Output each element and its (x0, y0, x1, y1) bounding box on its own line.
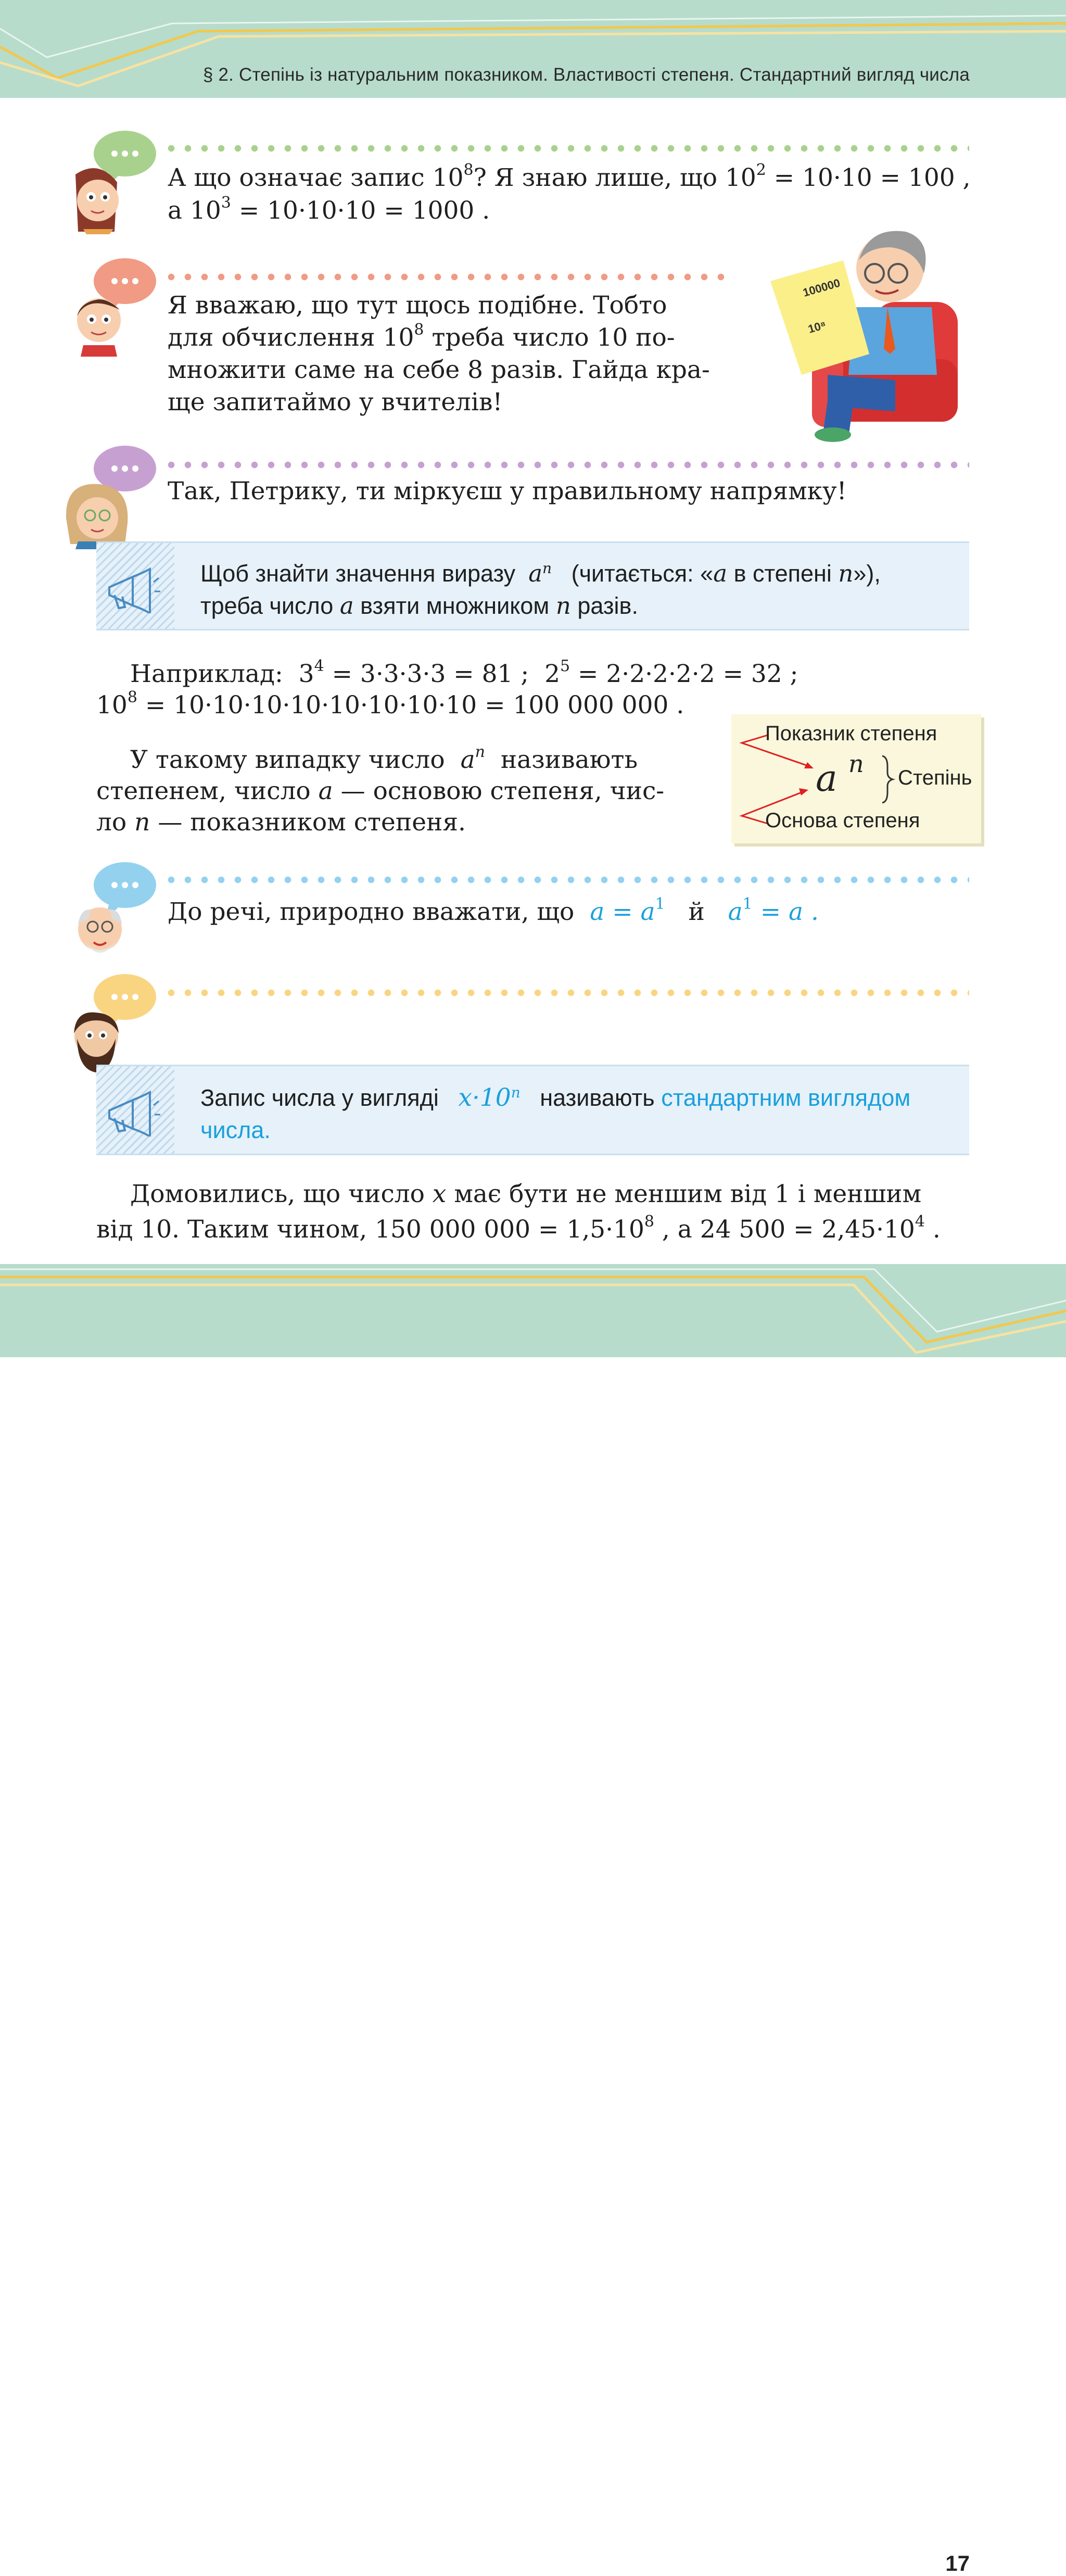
girl-avatar (68, 130, 156, 234)
grandfather-avatar (68, 862, 156, 966)
section-title: § 2. Степінь із натуральним показником. Властивості степеня. Стандартний вигляд числа (202, 65, 970, 85)
rule-text: Запис числа у вигляді $x\cdot 10^n$ називають стандартним виглядом числа. (200, 1083, 911, 1143)
power-exponent: n (848, 750, 864, 778)
svg-text:100000: 100000 (801, 276, 842, 299)
svg-text:10⁸: 10⁸ (806, 318, 828, 336)
power-base: a (816, 757, 837, 800)
bearded-man-avatar (68, 974, 156, 1078)
power-label: Степінь (898, 766, 972, 789)
definition-paragraph: У такому випадку число $a^n$ називають степенем, число a — основою степеня, чис- ло n — показником степеня. (96, 743, 665, 837)
separator-dots (168, 145, 969, 152)
teacher-woman-avatar (60, 445, 156, 549)
teacher-sheet (770, 260, 869, 375)
girl-speech: А що означає запис $10^8$? Я знаю лише, що $10^2 = 10\cdot 10 = 100$ , а $10^3 = 10\cdot 10\cdot 10 = 1000$ . (168, 161, 971, 225)
power-diagram (731, 714, 981, 843)
megaphone-icon (104, 566, 161, 613)
base-label: Основа степеня (765, 809, 920, 832)
footer-decoration (0, 1264, 1066, 1357)
final-paragraph: Домовились, що число x має бути не меншим від 1 і меншим від 10. Таким чином, 150 000 $000 = 1,5\cdot 10^8$ , а 24 $500 = 2,45\cdot 10^4$ . (96, 1180, 941, 1244)
grandfather-speech: До речі, природно вважати, що $a = a^1$ й $a^1 = a$ . (168, 895, 819, 926)
teacher-illustration (765, 224, 973, 443)
boy-speech: Я вважаю, що тут щось подібне. Тобто для обчислення $10^8$ треба число 10 по- множити саме на себе 8 разів. Гайда кра- ще запитаймо у вчителів! (168, 291, 710, 416)
separator-dots (168, 461, 969, 469)
rule-box-power (96, 541, 969, 630)
separator-dots (168, 876, 969, 883)
exponent-label: Показник степеня (765, 722, 937, 745)
header-band (0, 0, 1066, 98)
page-number: 17 (945, 2551, 970, 2575)
footer-band (0, 1264, 1066, 2575)
separator-dots (168, 273, 727, 281)
separator-dots (168, 989, 969, 996)
example-block: Наприклад: $3^4 = 3\cdot 3\cdot 3\cdot 3 = 81$ ; $2^5 = 2\cdot 2\cdot 2\cdot 2\cdot 2 = 32$ ; $10^8 = 10\cdot 10\cdot 10\cdot 10\cdot 10\cdot 10\cdot 10\cdot 10 = 100$ 000 000 . (96, 657, 798, 719)
boy-avatar (68, 258, 156, 362)
rule-text: Щоб знайти значення виразу $a^n$ (читається: «a в степені n»), треба число a взяти множником n разів. (200, 560, 881, 620)
rule-box-standard-form (96, 1065, 969, 1155)
megaphone-icon (104, 1090, 161, 1137)
teacher-speech: Так, Петрику, ти міркуєш у правильному напрямку! (168, 477, 847, 506)
